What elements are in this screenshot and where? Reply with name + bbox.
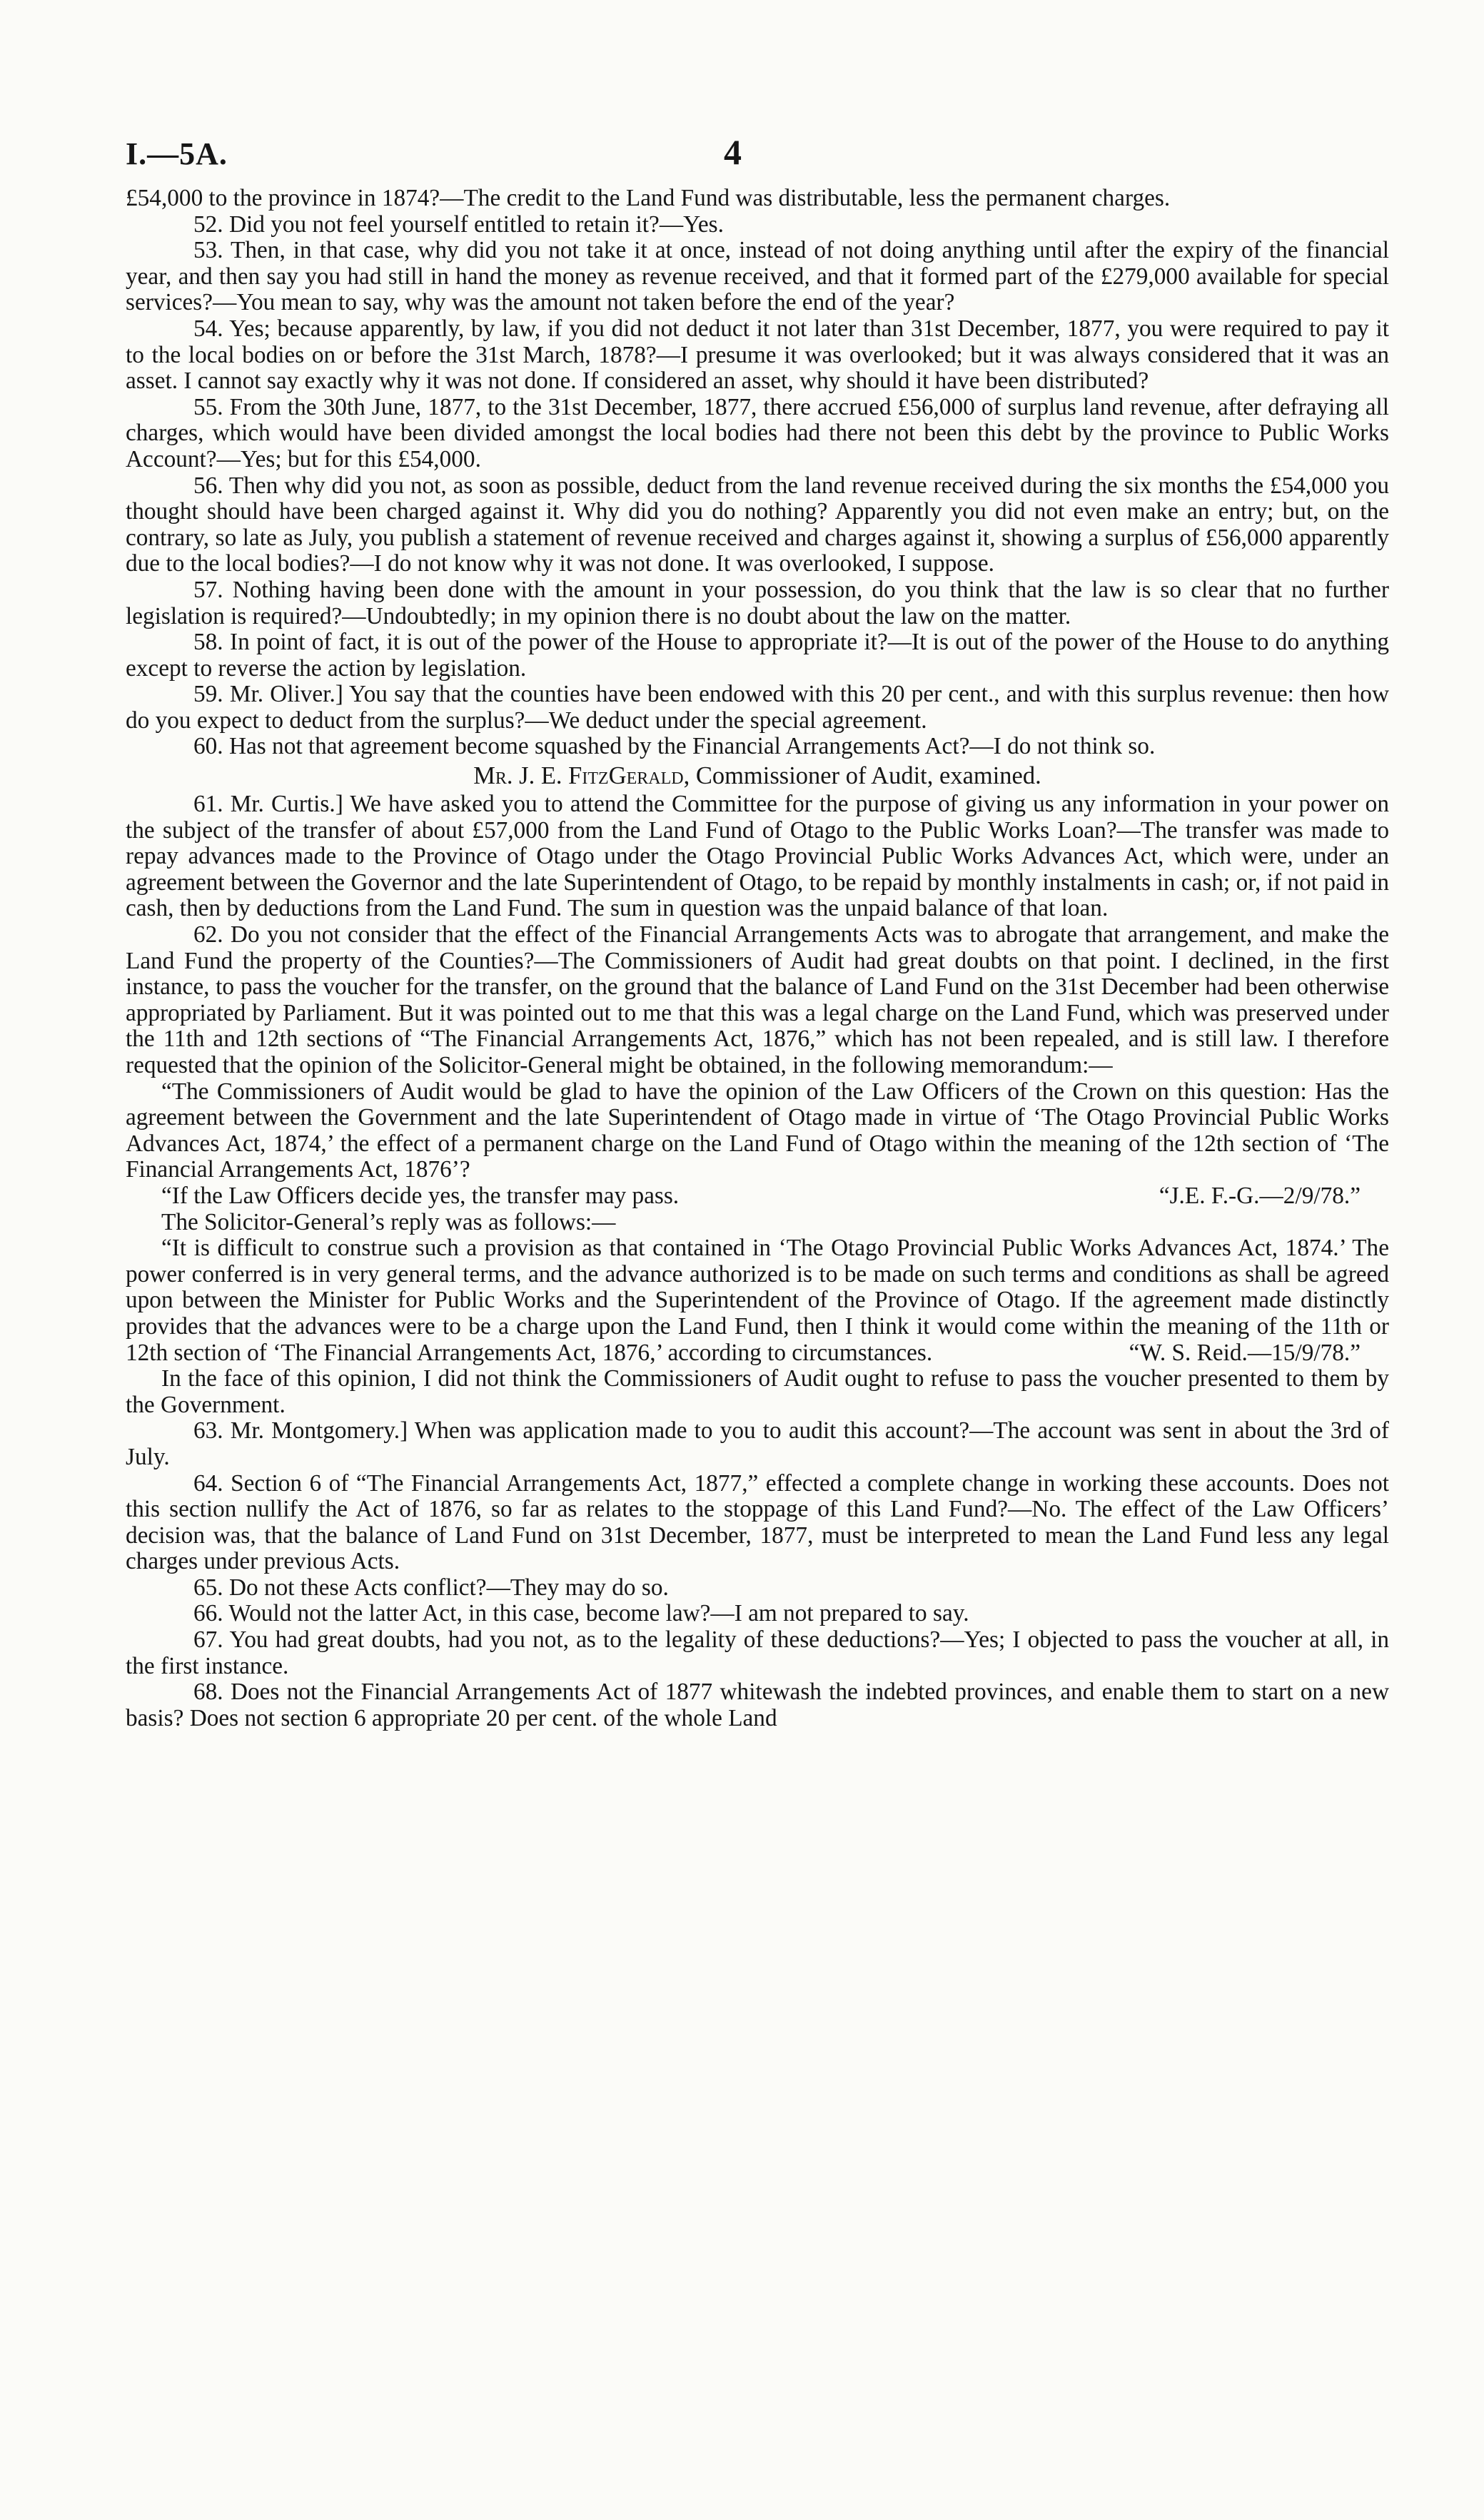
- question-55: 55. From the 30th June, 1877, to the 31st December, 1877, there accrued £56,000 of surplus land revenue, after defraying all charges, which would have been divided amongst the local bodies had there not been this debt by the province to Public Works Account?—Yes; but for this £54,000.: [126, 393, 1389, 472]
- question-63: [126, 1418, 1389, 1470]
- question-53: 53. Then, in that case, why did you not take it at once, instead of not doing anything until after the expiry of the financial year, and then say you had still in hand the money as revenue received, and that it formed part of the £279,000 available for special services?—You mean to say, why was the amount not taken before the end of the year?: [126, 237, 1389, 316]
- reply-signature: “W. S. Reid.—15/9/78.”: [1129, 1339, 1361, 1366]
- question-62: 62. Do you not consider that the effect of the Financial Arrangements Acts was to abrogate that arrangement, and make the Land Fund the property of the Counties?—The Commissioners of Audit had great doubts on that point. I declined, in the first instance, to pass the voucher for the transfer, on the ground that the balance of Land Fund on the 31st December had been otherwise appropriated by Parliament. But it was pointed out to me that this was a legal charge on the Land Fund, which was preserved under the 11th and 12th sections of “The Financial Arrangements Act, 1876,” which has not been repealed, and is still law. I therefore requested that the opinion of the Solicitor-General might be obtained, in the following memorandum:—: [126, 921, 1389, 1078]
- question-67: 67. You had great doubts, had you not, as to the legality of these deductions?—Yes; I objected to pass the voucher at all, in the first instance.: [126, 1626, 1389, 1679]
- document-reference: I.—5A.: [126, 136, 228, 171]
- question-52: 52. Did you not feel yourself entitled to retain it?—Yes.: [193, 211, 724, 238]
- speaker-label: 59. Mr. Oliver.]: [193, 681, 343, 708]
- question-text: When was application made to you to audit this account?—The account was sent in about the 3rd of July.: [126, 1417, 1389, 1470]
- page-number: 4: [724, 132, 742, 172]
- evidence-text: [126, 186, 1389, 1731]
- witness-role: Commissioner of Audit, examined.: [695, 762, 1041, 790]
- question-56: 56. Then why did you not, as soon as possible, deduct from the land revenue received during the six months the £54,000 you thought should have been charged against it. Why did you do nothing? Apparently you did not even make an entry; but, on the contrary, so late as July, you publish a statement of revenue received and charges against it, showing a surplus of £56,000 apparently due to the local bodies?—I do not know why it was not done. It was overlooked, I suppose.: [126, 472, 1389, 577]
- audit-conclusion: In the face of this opinion, I did not think the Commissioners of Audit ought to refuse to pass the voucher presented to them by the Government.: [126, 1365, 1389, 1418]
- solicitor-general-reply: [126, 1235, 1389, 1366]
- question-54: 54. Yes; because apparently, by law, if you did not deduct it not later than 31st December, 1877, you were required to pay it to the local bodies on or before the 31st March, 1878?—I presume it was overlooked; but it was always considered that it was an asset. I cannot say exactly why it was not done. If considered an asset, why should it have been distributed?: [126, 315, 1389, 395]
- question-text: We have asked you to attend the Committee for the purpose of giving us any information in your power on the subject of the transfer of about £57,000 from the Land Fund of Otago to the Public Works Loan?—The transfer was made to repay advances made to the Province of Otago under the Otago Provincial Public Works Advances Act, which were, under an agreement between the Governor and the late Superintendent of Otago, to be repaid by monthly instalments in cash; or, if not paid in cash, then by deductions from the Land Fund. The sum in question was the unpaid balance of that loan.: [126, 791, 1389, 922]
- question-68: 68. Does not the Financial Arrangements Act of 1877 whitewash the indebted provinces, and enable them to start on a new basis? Does not section 6 appropriate 20 per cent. of the whole Land: [126, 1679, 1389, 1731]
- question-60: 60. Has not that agreement become squashed by the Financial Arrangements Act?—I do not think so.: [193, 733, 1156, 760]
- memorandum: “The Commissioners of Audit would be glad to have the opinion of the Law Officers of the Crown on this question: Has the agreement between the Government and the late Superintendent of Otago made in virtue of ‘The Otago Provincial Public Works Advances Act, 1874,’ the effect of a permanent charge on the Land Fund of Otago within the meaning of the 12th section of ‘The Financial Arrangements Act, 1876’?: [126, 1078, 1389, 1183]
- speaker-label: 63. Mr. Montgomery.]: [193, 1417, 408, 1444]
- question-text: You say that the counties have been endowed with this 20 per cent., and with this surplus revenue: then how do you expect to deduct from the surplus?—We deduct under the special agreement.: [126, 681, 1390, 734]
- question-66: 66. Would not the latter Act, in this case, become law?—I am not prepared to say.: [193, 1600, 969, 1627]
- memorandum-close-text: “If the Law Officers decide yes, the transfer may pass.: [161, 1182, 680, 1209]
- question-64: 64. Section 6 of “The Financial Arrangements Act, 1877,” effected a complete change in working these accounts. Does not this section nullify the Act of 1876, so far as relates to the stoppage of this Land Fund?—No. The effect of the Law Officers’ decision was, that the balance of Land Fund on 31st December, 1877, must be interpreted to mean the Land Fund less any legal charges under previous Acts.: [126, 1469, 1389, 1575]
- running-head: [126, 132, 1389, 186]
- question-61: [126, 791, 1389, 922]
- witness-heading: [126, 760, 1389, 791]
- document-page: [126, 132, 1390, 1731]
- speaker-label: 61. Mr. Curtis.]: [193, 791, 343, 818]
- question-57: 57. Nothing having been done with the amount in your possession, do you think that the law is so clear that no further legislation is required?—Undoubtedly; in my opinion there is no doubt about the law on the matter.: [126, 576, 1389, 629]
- question-58: 58. In point of fact, it is out of the power of the House to appropriate it?—It is out of the power of the House to do anything except to reverse the action by legislation.: [126, 629, 1389, 682]
- question-65: 65. Do not these Acts conflict?—They may do so.: [193, 1574, 669, 1601]
- reply-text: “It is difficult to construe such a provision as that contained in ‘The Otago Provincial Public Works Advances Act, 1874.’ The power conferred is in very general terms, and the advance authorized is to be made on such terms and conditions as shall be agreed upon between the Minister for Public Works and the Superintendent of the Province of Otago. If the agreement made distinctly provides that the advances were to be a charge upon the Land Fund, then I think it would come within the meaning of the 11th or 12th section of ‘The Financial Arrangements Act, 1876,’ according to circumstances.: [126, 1235, 1389, 1366]
- reply-intro: The Solicitor-General’s reply was as follows:—: [161, 1208, 616, 1235]
- witness-name: Mr. J. E. FitzGerald,: [473, 762, 690, 790]
- paragraph-continued: £54,000 to the province in 1874?—The credit to the Land Fund was distributable, less the permanent charges.: [126, 185, 1171, 211]
- question-59: [126, 682, 1389, 734]
- memorandum-close: [126, 1183, 1389, 1210]
- memorandum-signature: “J.E. F.-G.—2/9/78.”: [1159, 1182, 1361, 1209]
